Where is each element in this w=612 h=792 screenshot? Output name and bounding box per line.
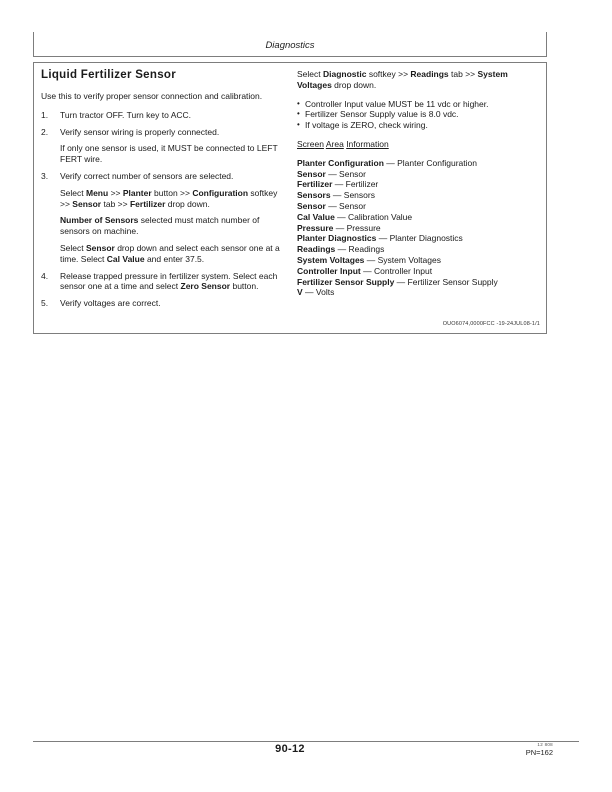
instruction-step: [41, 110, 287, 121]
definition-item: System Voltages — System Voltages: [297, 254, 441, 265]
instruction-step: [41, 298, 287, 309]
step-number: 5.: [41, 298, 49, 309]
definition-item: Sensor — Sensor: [297, 200, 366, 211]
document-code: OUO6074,0000FCC -19-24JUL08-1/1: [442, 321, 540, 328]
instruction-step: [41, 215, 287, 237]
lead-paragraph: Select Diagnostic softkey >> Readings tab >> System Voltages drop down.: [297, 69, 508, 90]
footer-print-block: [526, 742, 553, 757]
bullet-item: [297, 120, 538, 131]
part-number: PN=162: [525, 748, 553, 757]
bullet-text: If voltage is ZERO, check wiring.: [305, 120, 428, 131]
step-text: Select Sensor drop down and select each sensor one at a time. Select Cal Value and enter 37.5.: [60, 242, 280, 264]
bullet-item: [297, 99, 538, 110]
definition-item: Fertilizer — Fertilizer: [297, 179, 379, 190]
step-text: Turn tractor OFF. Turn key to ACC.: [60, 109, 191, 120]
step-text: Verify correct number of sensors are selected.: [60, 170, 234, 181]
definition-item: Sensor — Sensor: [297, 168, 366, 179]
bullet-icon: •: [297, 109, 300, 119]
screen-area-heading: Screen Area Information: [297, 138, 389, 149]
bullet-text: Controller Input value MUST be 11 vdc or higher.: [305, 98, 489, 109]
definition-item: Planter Diagnostics — Planter Diagnostics: [297, 233, 463, 244]
step-text: Release trapped pressure in fertilizer system. Select each sensor one at a time and select Zero Sensor button.: [60, 270, 278, 292]
step-text: Select Menu >> Planter button >> Configuration softkey >> Sensor tab >> Fertilizer drop down.: [60, 187, 278, 209]
step-number: [41, 188, 60, 210]
right-column: [291, 68, 538, 315]
instruction-step: [41, 143, 287, 165]
left-column: [41, 68, 291, 315]
print-code: 12 808: [537, 742, 553, 747]
bullet-icon: •: [297, 120, 300, 130]
bullet-item: [297, 109, 538, 120]
section-title: Liquid Fertilizer Sensor: [41, 69, 176, 81]
bullet-list: [297, 99, 538, 131]
definition-item: Cal Value — Calibration Value: [297, 211, 413, 222]
page-header: [33, 32, 547, 57]
definition-item: Planter Configuration — Planter Configuration: [297, 157, 477, 168]
step-text: If only one sensor is used, it MUST be connected to LEFT FERT wire.: [60, 143, 278, 165]
bullet-text: Fertilizer Sensor Supply value is 8.0 vdc.: [305, 109, 459, 120]
definition-item: V — Volts: [297, 287, 335, 298]
definition-list: [297, 158, 538, 298]
definition-item: Sensors — Sensors: [297, 190, 375, 201]
page-number: 90-12: [275, 743, 305, 755]
step-number: [41, 215, 60, 237]
step-text: Number of Sensors selected must match number of sensors on machine.: [60, 215, 260, 237]
step-text: Verify sensor wiring is properly connected.: [60, 126, 220, 137]
step-number: [41, 243, 60, 265]
definition-item: Fertilizer Sensor Supply — Fertilizer Sensor Supply: [297, 276, 498, 287]
bullet-icon: •: [297, 98, 300, 108]
step-number: 1.: [41, 109, 49, 120]
definition-item: Controller Input — Controller Input: [297, 265, 433, 276]
step-text: Verify voltages are correct.: [60, 298, 161, 309]
footer-rule: [33, 741, 579, 742]
instruction-step: [41, 271, 287, 293]
running-header-title: Diagnostics: [265, 40, 315, 52]
content-box: [33, 62, 547, 334]
instruction-step: [41, 243, 287, 265]
instruction-step: [41, 171, 287, 182]
step-number: 2.: [41, 126, 49, 137]
step-number: 4.: [41, 270, 49, 281]
definition-item: Readings — Readings: [297, 244, 385, 255]
two-column-layout: [34, 63, 546, 315]
step-number: [41, 143, 60, 165]
intro-paragraph: Use this to verify proper sensor connection and calibration.: [41, 91, 263, 101]
instruction-step: [41, 188, 287, 210]
step-number: 3.: [41, 170, 49, 181]
instruction-steps: [41, 110, 287, 309]
instruction-step: [41, 127, 287, 138]
definition-item: Pressure — Pressure: [297, 222, 381, 233]
